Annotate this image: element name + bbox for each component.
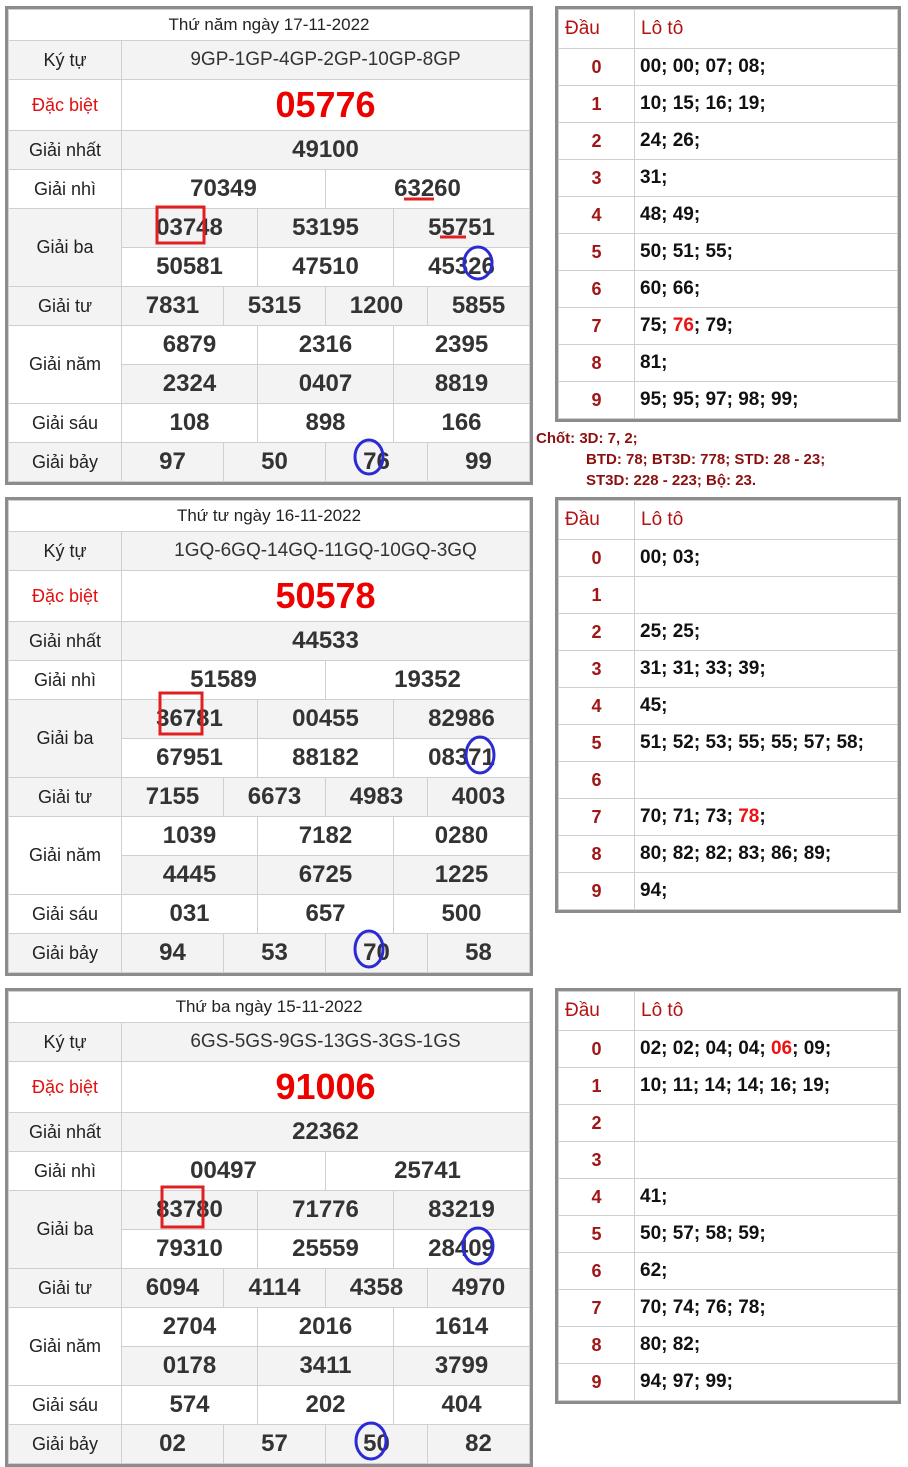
loto-values: [635, 1105, 898, 1142]
label-giai-nhi: Giải nhì: [9, 661, 122, 700]
loto-values: [635, 799, 898, 836]
third-prize: 00455: [258, 700, 394, 739]
label-dac-biet: Đặc biệt: [9, 571, 122, 622]
prediction-line-2: BTD: 78; BT3D: 778; STD: 28 - 23;: [586, 451, 826, 468]
loto-head-digit: 2: [559, 123, 635, 160]
third-prize: 50581: [122, 248, 258, 287]
loto-text: 00; 00; 07; 08;: [640, 56, 766, 77]
loto-table: [555, 6, 901, 422]
seventh-prize: 53: [224, 934, 326, 973]
special-prize: 50578: [122, 571, 530, 622]
loto-values: [635, 614, 898, 651]
special-prize: 05776: [122, 80, 530, 131]
loto-text: 62;: [640, 1260, 668, 1281]
fourth-prize: 7831: [122, 287, 224, 326]
label-giai-nam: Giải năm: [9, 326, 122, 404]
loto-head-digit: 0: [559, 49, 635, 86]
third-prize: 79310: [122, 1230, 258, 1269]
header-loto: Lô tô: [635, 501, 898, 540]
fourth-prize: 5315: [224, 287, 326, 326]
fifth-prize: 0407: [258, 365, 394, 404]
label-giai-nam: Giải năm: [9, 1308, 122, 1386]
fifth-prize: 0178: [122, 1347, 258, 1386]
third-prize: 83780: [122, 1191, 258, 1230]
loto-text: 60; 66;: [640, 278, 701, 299]
label-giai-nhi: Giải nhì: [9, 170, 122, 209]
loto-head-digit: 1: [559, 1068, 635, 1105]
loto-text: 31;: [640, 167, 668, 188]
loto-head-digit: 5: [559, 1216, 635, 1253]
third-prize: 03748: [122, 209, 258, 248]
fifth-prize: 4445: [122, 856, 258, 895]
fifth-prize: 1039: [122, 817, 258, 856]
loto-text: 50; 51; 55;: [640, 241, 733, 262]
fourth-prize: 4114: [224, 1269, 326, 1308]
seventh-prize: 58: [428, 934, 530, 973]
label-ky-tu: Ký tự: [9, 41, 122, 80]
label-giai-nhi: Giải nhì: [9, 1152, 122, 1191]
loto-head-digit: 2: [559, 1105, 635, 1142]
loto-values: [635, 873, 898, 910]
loto-text: ;: [759, 806, 766, 827]
seventh-prize: 94: [122, 934, 224, 973]
loto-text: ; 09;: [792, 1038, 832, 1059]
seventh-prize: 76: [326, 443, 428, 482]
loto-head-digit: 0: [559, 1031, 635, 1068]
loto-values: [635, 308, 898, 345]
label-giai-tu: Giải tư: [9, 1269, 122, 1308]
draw-date: Thứ ba ngày 15-11-2022: [9, 992, 530, 1023]
label-giai-sau: Giải sáu: [9, 895, 122, 934]
special-prize: 91006: [122, 1062, 530, 1113]
seventh-prize: 99: [428, 443, 530, 482]
loto-text: 48; 49;: [640, 204, 701, 225]
loto-values: [635, 197, 898, 234]
fifth-prize: 1225: [394, 856, 530, 895]
loto-values: [635, 382, 898, 419]
draw-date: Thứ năm ngày 17-11-2022: [9, 10, 530, 41]
loto-head-digit: 8: [559, 1327, 635, 1364]
prediction-line-1: Chốt: 3D: 7, 2;: [536, 430, 638, 447]
loto-text: 94; 97; 99;: [640, 1371, 733, 1392]
third-prize: 88182: [258, 739, 394, 778]
loto-values: [635, 540, 898, 577]
loto-text: ; 79;: [693, 315, 733, 336]
fifth-prize: 1614: [394, 1308, 530, 1347]
sixth-prize: 202: [258, 1386, 394, 1425]
label-giai-ba: Giải ba: [9, 700, 122, 778]
loto-head-digit: 8: [559, 345, 635, 382]
loto-values: [635, 836, 898, 873]
loto-table: [555, 497, 901, 913]
label-dac-biet: Đặc biệt: [9, 1062, 122, 1113]
loto-text: 95; 95; 97; 98; 99;: [640, 389, 799, 410]
label-giai-ba: Giải ba: [9, 209, 122, 287]
loto-values: [635, 1216, 898, 1253]
fifth-prize: 3411: [258, 1347, 394, 1386]
third-prize: 08371: [394, 739, 530, 778]
loto-head-digit: 7: [559, 799, 635, 836]
sixth-prize: 166: [394, 404, 530, 443]
label-dac-biet: Đặc biệt: [9, 80, 122, 131]
draw-date: Thứ tư ngày 16-11-2022: [9, 501, 530, 532]
fourth-prize: 1200: [326, 287, 428, 326]
ky-tu-value: 9GP-1GP-4GP-2GP-10GP-8GP: [122, 41, 530, 80]
loto-values: [635, 1068, 898, 1105]
fourth-prize: 5855: [428, 287, 530, 326]
loto-head-digit: 4: [559, 1179, 635, 1216]
loto-values: [635, 1364, 898, 1401]
loto-text: 70; 71; 73;: [640, 806, 739, 827]
fifth-prize: 2704: [122, 1308, 258, 1347]
seventh-prize: 50: [224, 443, 326, 482]
loto-head-digit: 2: [559, 614, 635, 651]
header-loto: Lô tô: [635, 10, 898, 49]
loto-text: 80; 82;: [640, 1334, 701, 1355]
header-dau: Đầu: [559, 501, 635, 540]
loto-text: 75;: [640, 315, 673, 336]
results-table: [5, 988, 533, 1467]
loto-text: 70; 74; 76; 78;: [640, 1297, 766, 1318]
fourth-prize: 7155: [122, 778, 224, 817]
loto-head-digit: 9: [559, 873, 635, 910]
third-prize: 36781: [122, 700, 258, 739]
fourth-prize: 4358: [326, 1269, 428, 1308]
loto-text: 41;: [640, 1186, 668, 1207]
loto-highlight: 78: [738, 806, 760, 827]
results-table: [5, 497, 533, 976]
loto-values: [635, 1031, 898, 1068]
sixth-prize: 108: [122, 404, 258, 443]
third-prize: 82986: [394, 700, 530, 739]
loto-text: 24; 26;: [640, 130, 701, 151]
label-giai-bay: Giải bảy: [9, 443, 122, 482]
loto-values: [635, 234, 898, 271]
ky-tu-value: 6GS-5GS-9GS-13GS-3GS-1GS: [122, 1023, 530, 1062]
loto-text: 94;: [640, 880, 668, 901]
loto-text: 00; 03;: [640, 547, 701, 568]
loto-values: [635, 577, 898, 614]
label-ky-tu: Ký tự: [9, 1023, 122, 1062]
loto-head-digit: 5: [559, 234, 635, 271]
loto-text: 31; 31; 33; 39;: [640, 658, 766, 679]
prediction-line-3: ST3D: 228 - 223; Bộ: 23.: [586, 472, 757, 489]
fifth-prize: 2395: [394, 326, 530, 365]
fourth-prize: 4983: [326, 778, 428, 817]
label-giai-nhat: Giải nhất: [9, 622, 122, 661]
label-giai-tu: Giải tư: [9, 287, 122, 326]
fifth-prize: 8819: [394, 365, 530, 404]
label-giai-tu: Giải tư: [9, 778, 122, 817]
loto-head-digit: 4: [559, 688, 635, 725]
sixth-prize: 031: [122, 895, 258, 934]
loto-values: [635, 725, 898, 762]
loto-values: [635, 1327, 898, 1364]
second-prize: 51589: [122, 661, 326, 700]
third-prize: 25559: [258, 1230, 394, 1269]
third-prize: 55751: [394, 209, 530, 248]
sixth-prize: 404: [394, 1386, 530, 1425]
loto-text: 25; 25;: [640, 621, 701, 642]
fifth-prize: 6725: [258, 856, 394, 895]
second-prize: 00497: [122, 1152, 326, 1191]
loto-head-digit: 5: [559, 725, 635, 762]
seventh-prize: 50: [326, 1425, 428, 1464]
seventh-prize: 82: [428, 1425, 530, 1464]
third-prize: 47510: [258, 248, 394, 287]
loto-highlight: 06: [770, 1038, 793, 1059]
loto-text: 51; 52; 53; 55; 55; 57; 58;: [640, 732, 864, 753]
ky-tu-value: 1GQ-6GQ-14GQ-11GQ-10GQ-3GQ: [122, 532, 530, 571]
loto-text: 10; 11; 14; 14; 16; 19;: [640, 1075, 831, 1096]
fifth-prize: 7182: [258, 817, 394, 856]
loto-values: [635, 49, 898, 86]
loto-values: [635, 1179, 898, 1216]
fourth-prize: 6094: [122, 1269, 224, 1308]
label-giai-sau: Giải sáu: [9, 1386, 122, 1425]
fifth-prize: 0280: [394, 817, 530, 856]
second-prize: 19352: [326, 661, 530, 700]
second-prize: 25741: [326, 1152, 530, 1191]
fourth-prize: 6673: [224, 778, 326, 817]
first-prize: 22362: [122, 1113, 530, 1152]
results-table: [5, 6, 533, 485]
loto-head-digit: 0: [559, 540, 635, 577]
seventh-prize: 97: [122, 443, 224, 482]
first-prize: 44533: [122, 622, 530, 661]
loto-values: [635, 1253, 898, 1290]
loto-head-digit: 4: [559, 197, 635, 234]
loto-text: 45;: [640, 695, 668, 716]
loto-head-digit: 3: [559, 651, 635, 688]
loto-values: [635, 1142, 898, 1179]
label-giai-nhat: Giải nhất: [9, 1113, 122, 1152]
fourth-prize: 4003: [428, 778, 530, 817]
second-prize: 70349: [122, 170, 326, 209]
loto-text: 10; 15; 16; 19;: [640, 93, 766, 114]
loto-values: [635, 688, 898, 725]
loto-text: 81;: [640, 352, 668, 373]
sixth-prize: 898: [258, 404, 394, 443]
loto-head-digit: 1: [559, 577, 635, 614]
loto-head-digit: 6: [559, 1253, 635, 1290]
loto-table: [555, 988, 901, 1404]
sixth-prize: 657: [258, 895, 394, 934]
label-giai-ba: Giải ba: [9, 1191, 122, 1269]
loto-values: [635, 123, 898, 160]
label-giai-bay: Giải bảy: [9, 934, 122, 973]
third-prize: 28409: [394, 1230, 530, 1269]
loto-values: [635, 345, 898, 382]
fifth-prize: 2316: [258, 326, 394, 365]
loto-values: [635, 762, 898, 799]
header-dau: Đầu: [559, 992, 635, 1031]
third-prize: 45326: [394, 248, 530, 287]
label-giai-bay: Giải bảy: [9, 1425, 122, 1464]
label-ky-tu: Ký tự: [9, 532, 122, 571]
fifth-prize: 2324: [122, 365, 258, 404]
label-giai-nam: Giải năm: [9, 817, 122, 895]
loto-head-digit: 3: [559, 1142, 635, 1179]
fifth-prize: 6879: [122, 326, 258, 365]
loto-values: [635, 271, 898, 308]
label-giai-sau: Giải sáu: [9, 404, 122, 443]
loto-head-digit: 1: [559, 86, 635, 123]
loto-head-digit: 3: [559, 160, 635, 197]
loto-head-digit: 8: [559, 836, 635, 873]
loto-head-digit: 7: [559, 308, 635, 345]
loto-head-digit: 9: [559, 382, 635, 419]
loto-highlight: 76: [672, 315, 694, 336]
loto-values: [635, 651, 898, 688]
loto-head-digit: 6: [559, 762, 635, 799]
loto-head-digit: 6: [559, 271, 635, 308]
loto-text: 02; 02; 04; 04;: [640, 1038, 771, 1059]
third-prize: 71776: [258, 1191, 394, 1230]
loto-values: [635, 160, 898, 197]
third-prize: 53195: [258, 209, 394, 248]
header-dau: Đầu: [559, 10, 635, 49]
fifth-prize: 3799: [394, 1347, 530, 1386]
loto-values: [635, 86, 898, 123]
loto-text: 80; 82; 82; 83; 86; 89;: [640, 843, 832, 864]
loto-text: 50; 57; 58; 59;: [640, 1223, 766, 1244]
sixth-prize: 574: [122, 1386, 258, 1425]
header-loto: Lô tô: [635, 992, 898, 1031]
fourth-prize: 4970: [428, 1269, 530, 1308]
third-prize: 67951: [122, 739, 258, 778]
fifth-prize: 2016: [258, 1308, 394, 1347]
loto-values: [635, 1290, 898, 1327]
seventh-prize: 57: [224, 1425, 326, 1464]
label-giai-nhat: Giải nhất: [9, 131, 122, 170]
prediction-note: [536, 428, 908, 491]
second-prize: 63260: [326, 170, 530, 209]
third-prize: 83219: [394, 1191, 530, 1230]
sixth-prize: 500: [394, 895, 530, 934]
loto-head-digit: 9: [559, 1364, 635, 1401]
seventh-prize: 70: [326, 934, 428, 973]
loto-head-digit: 7: [559, 1290, 635, 1327]
seventh-prize: 02: [122, 1425, 224, 1464]
first-prize: 49100: [122, 131, 530, 170]
